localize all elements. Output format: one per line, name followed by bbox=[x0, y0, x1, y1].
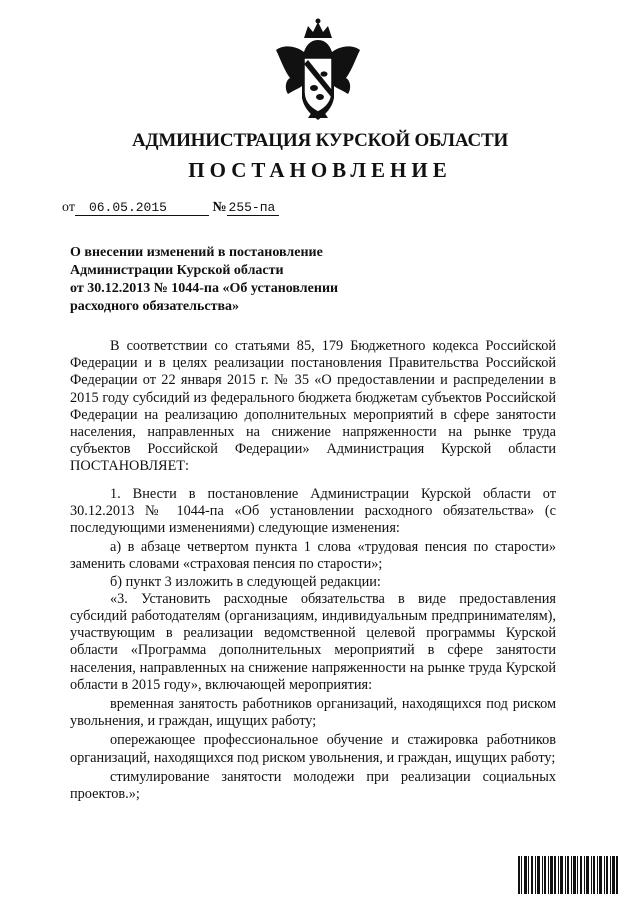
document-dateline bbox=[62, 200, 279, 216]
subject-line: Администрации Курской области bbox=[70, 263, 284, 278]
measure-3-paragraph: стимулирование занятости молодежи при реализации социальных проектов.»; bbox=[70, 768, 556, 803]
preamble-paragraph: В соответствии со статьями 85, 179 Бюджетного кодекса Российской Федерации и в целях реализации постановления Правительства Российской Федерации от 22 января 2015 г. № 35 «О предоставлении и распределении в 2015 году субсидий из федерального бюджета бюджетам субъектов Российской Федерации на реализацию дополнительных мероприятий в сфере занятости населения, направленных на снижение напряженности на рынке труда субъектов Российской Федерации» Администрация Курской области ПОСТАНОВЛЯЕТ: bbox=[70, 338, 556, 475]
barcode-icon bbox=[518, 856, 618, 894]
point-3-paragraph: «3. Установить расходные обязательства в виде предоставления субсидий работодателям (организациям, индивидуальным предпринимателям), участвующим в реализации ведомственной целевой программы Курской области «Программа дополнительных мероприятий в сфере занятости населения, направленных на снижение напряженности на рынке труда Курской области в 2015 году», включающей мероприятия: bbox=[70, 590, 556, 693]
item-1b-paragraph: б) пункт 3 изложить в следующей редакции: bbox=[110, 573, 381, 590]
organization-name: АДМИНИСТРАЦИЯ КУРСКОЙ ОБЛАСТИ bbox=[131, 130, 509, 151]
item-1a-paragraph: а) в абзаце четвертом пункта 1 слова «трудовая пенсия по старости» заменить словами «страховая пенсия по старости»; bbox=[70, 539, 556, 573]
item-1-paragraph: 1. Внести в постановление Администрации Курской области от 30.12.2013 № 1044-па «Об установлении расходного обязательства» (с последующими изменениями) следующие изменения: bbox=[70, 485, 556, 537]
document-type: ПОСТАНОВЛЕНИЕ bbox=[188, 158, 452, 182]
subject-line: от 30.12.2013 № 1044-па «Об установлении bbox=[70, 281, 339, 296]
kursk-coat-of-arms-icon bbox=[270, 18, 366, 128]
date-label: от bbox=[62, 200, 75, 215]
number-label: № bbox=[212, 200, 227, 215]
measure-1-paragraph: временная занятость работников организаций, находящихся под риском увольнения, и граждан, ищущих работу; bbox=[70, 696, 556, 730]
document-number: 255-па bbox=[227, 200, 279, 216]
measure-2-paragraph: опережающее профессиональное обучение и стажировка работников организаций, находящихся под риском увольнения, и граждан, ищущих работу; bbox=[70, 732, 556, 766]
subject-line: О внесении изменений в постановление bbox=[70, 245, 323, 260]
subject-line: расходного обязательства» bbox=[70, 299, 240, 314]
document-body bbox=[70, 338, 556, 803]
document-subject bbox=[70, 244, 370, 316]
document-date: 06.05.2015 bbox=[75, 200, 209, 216]
